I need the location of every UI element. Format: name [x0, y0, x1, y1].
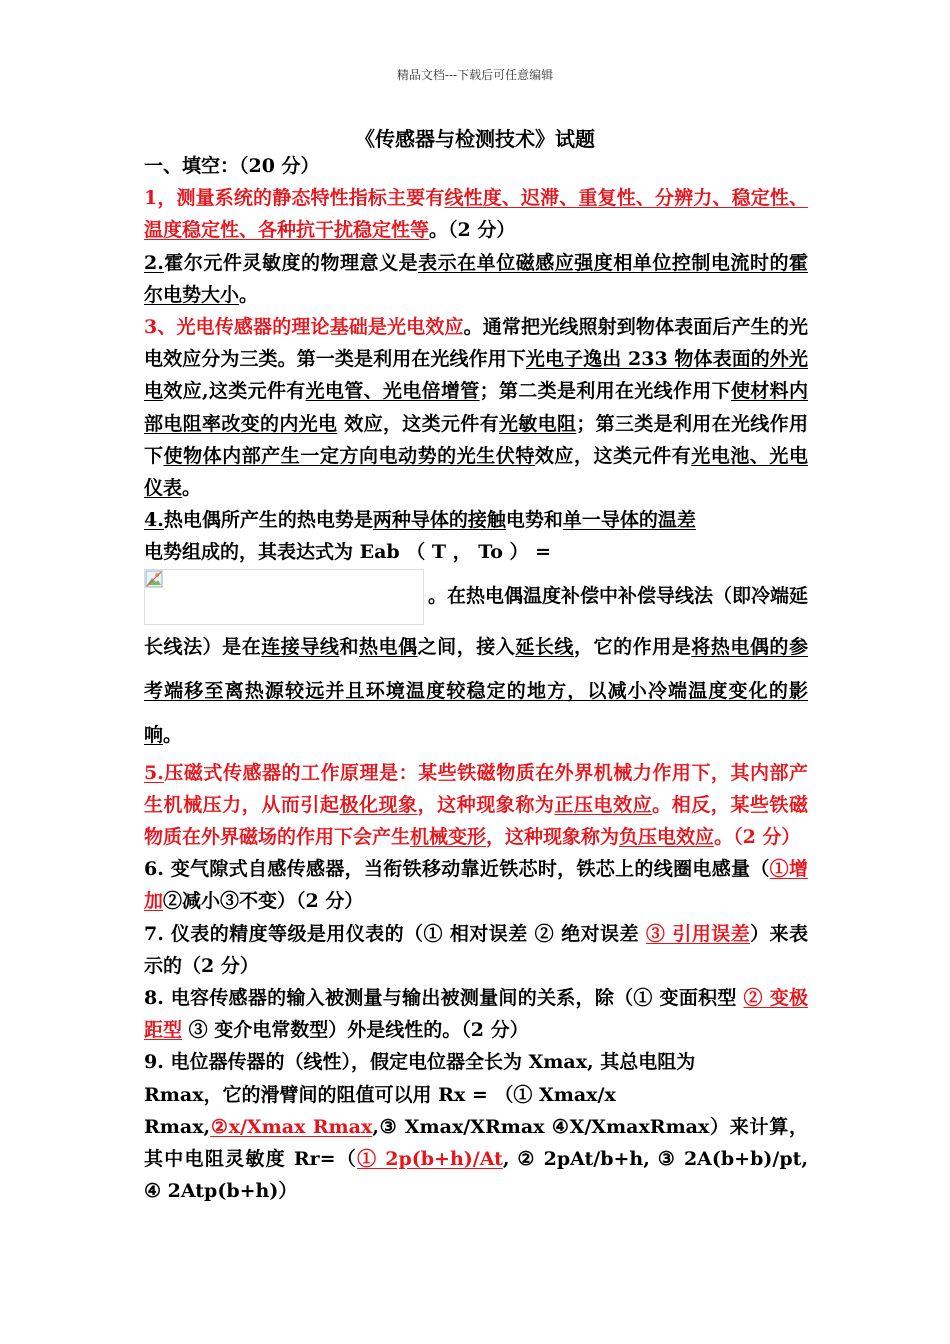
question-9: 9. 电位器传器的（线性），假定电位器全长为 Xmax, 其总电阻为 — [144, 1051, 696, 1074]
answer-text: 热电偶 — [358, 635, 418, 658]
page-header: 精品文档---下载后可任意编辑 — [396, 68, 554, 82]
question-5: 5.压磁式传感器的工作原理是：某些铁磁物质在外界机械力作用下，其内部产生机械压力，从而引起极化现象，这种现象称为正压电效应。相反，某些铁磁物质在外界磁场的作用下会产生机械变形，这种现象称为负压电效应。（2 分） — [144, 761, 808, 849]
formula-image-placeholder — [144, 569, 424, 625]
answer-text: 将热电偶的参考端移至离热源较远并且环境温度较稳定的地方，以减小冷端温度变化的影响 — [144, 635, 808, 746]
question-2: 2.霍尔元件灵敏度的物理意义是表示在单位磁感应强度相单位控制电流时的霍尔电势大小。 — [144, 251, 808, 306]
answer-text: 表示在单位磁感应强度相单位控制电流时的霍尔电势大小 — [144, 251, 808, 306]
answer-text: 正压电效应 — [554, 793, 653, 816]
question-3: 3、光电传感器的理论基础是光电效应。通常把光线照射到物体表面后产生的光电效应分为三类。第一类是利用在光线作用下光电子逸出 233 物体表面的外光电效应,这类元件有光电管、光电倍增管；第二类是利用在光线作用下使材料内部电阻率改变的内光电 效应，这类元件有光敏电阻；第三类是利用在光线作用下使物体内部产生一定方向电动势的光生伏特效应，这类元件有光电池、光电仪表。 — [144, 316, 808, 500]
question-4: 4.热电偶所产生的热电势是两种导体的接触电势和单一导体的温差 — [144, 509, 696, 532]
answer-text: 光电子逸出 233 物体表面的外光电 — [144, 348, 808, 403]
question-9-line-2: Rmax，它的滑臂间的阻值可以用 Rx = （① Xmax/x — [144, 1083, 616, 1106]
answer-text: 机械变形 — [410, 826, 487, 849]
broken-image-icon — [145, 570, 163, 588]
answer-text: 连接导线 — [261, 635, 340, 658]
answer-text: 极化现象 — [339, 793, 418, 816]
question-8: 8. 电容传感器的输入被测量与输出被测量间的关系，除（① 变面积型 ② 变极距型 ③ 变介电常数型）外是线性的。（2 分） — [144, 987, 808, 1042]
answer-text: 线性度、迟滞、重复性、分辨力、稳定性、温度稳定性、各种抗干扰稳定性等 — [144, 187, 808, 242]
question-6: 6. 变气隙式自感传感器，当衔铁移动靠近铁芯时，铁芯上的线圈电感量（①增加②减小③不变）（2 分） — [144, 858, 808, 913]
answer-text: ① 2p(b+h)/At — [357, 1148, 503, 1171]
answer-text: ② 变极距型 — [144, 987, 808, 1042]
answer-text: 单一导体的温差 — [562, 509, 696, 532]
page-title: 《传感器与检测技术》试题 — [355, 127, 595, 151]
document-body — [144, 150, 808, 1207]
answer-text: 负压电效应 — [619, 826, 715, 849]
answer-text: ①增加 — [144, 858, 808, 913]
answer-text: ③ 引用误差 — [645, 922, 751, 945]
answer-text: 延长线 — [515, 635, 574, 658]
question-4-formula-line: 电势组成的，其表达式为 Eab （ T ， To ） = — [144, 541, 552, 564]
answer-text: 光电池、光电仪表 — [144, 444, 808, 500]
question-1: 1，测量系统的静态特性指标主要有线性度、迟滞、重复性、分辨力、稳定性、温度稳定性、各种抗干扰稳定性等。（2 分） — [144, 187, 808, 242]
answer-text: 光电管、光电倍增管 — [305, 380, 480, 403]
question-7: 7. 仪表的精度等级是用仪表的（① 相对误差 ② 绝对误差 ③ 引用误差）来表示的（2 分） — [144, 922, 808, 977]
question-4-cont: 。在热电偶温度补偿中补偿导线法（即冷端延长线法）是在连接导线和热电偶之间，接入延长线，它的作用是将热电偶的参考端移至离热源较远并且环境温度较稳定的地方，以减小冷端温度变化的影响。 — [144, 569, 808, 757]
answer-text: 两种导体的接触 — [372, 509, 506, 532]
answer-text: ②x/Xmax Rmax — [210, 1115, 373, 1138]
answer-text: 使材料内部电阻率改变的内光电 — [144, 380, 808, 435]
answer-text: 使物体内部产生一定方向电动势的光生伏特 — [163, 444, 535, 467]
answer-text: 光敏电阻 — [498, 412, 577, 435]
question-9-cont: Rmax,②x/Xmax Rmax,③ Xmax/XRmax ④X/XmaxRmax）来计算，其中电阻灵敏度 Rr=（① 2p(b+h)/At, ② 2pAt/b+h, ③ 2A(b+b)/pt, ④ 2Atp(b+h)） — [144, 1115, 808, 1203]
section-heading: 一、填空：（20 分） — [144, 155, 320, 177]
